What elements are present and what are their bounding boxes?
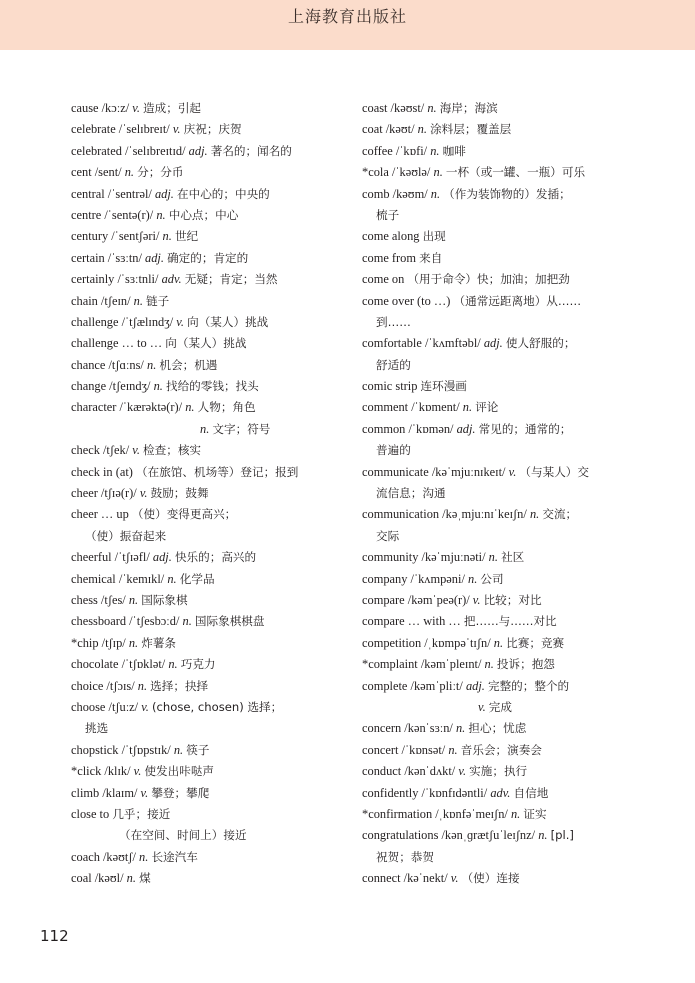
glossary-entry bbox=[71, 376, 361, 397]
definition: 祝贺；恭贺 bbox=[376, 849, 434, 864]
glossary-entry bbox=[362, 569, 652, 590]
headword: come along bbox=[362, 229, 420, 244]
part-of-speech: n. bbox=[468, 571, 478, 586]
part-of-speech: n. bbox=[156, 207, 166, 222]
headword: century /ˈsentʃəri/ bbox=[71, 229, 160, 244]
headword: concert /ˈkɒnsət/ bbox=[362, 742, 446, 757]
part-of-speech: v. bbox=[472, 592, 481, 607]
headword: chessboard /ˈtʃesbɔːd/ bbox=[71, 614, 180, 629]
part-of-speech: n. bbox=[430, 143, 440, 158]
glossary-entry bbox=[71, 248, 361, 269]
part-of-speech: n. bbox=[137, 678, 148, 693]
part-of-speech: v. bbox=[508, 464, 517, 479]
part-of-speech: n. bbox=[484, 657, 494, 672]
definition: （在旅馆、机场等）登记；报到 bbox=[136, 464, 299, 479]
headword: concern /kənˈsɜːn/ bbox=[362, 721, 453, 736]
glossary-continuation-line bbox=[362, 440, 652, 461]
glossary-entry bbox=[362, 226, 652, 247]
headword: communication /kəˌmjuːnɪˈkeɪʃn/ bbox=[362, 507, 527, 522]
glossary-entry bbox=[362, 611, 652, 632]
definition: 分；分币 bbox=[137, 165, 184, 180]
glossary-entry bbox=[362, 397, 652, 418]
glossary-entry bbox=[71, 569, 361, 590]
headword: challenge … to … bbox=[71, 336, 163, 351]
definition: 人物；角色 bbox=[197, 400, 256, 415]
definition: 公司 bbox=[480, 571, 504, 586]
part-of-speech: n. bbox=[124, 165, 134, 180]
glossary-entry bbox=[71, 462, 361, 483]
definition: （使）振奋起来 bbox=[85, 528, 167, 543]
definition: 证实 bbox=[523, 806, 547, 821]
glossary-entry bbox=[71, 804, 361, 825]
glossary-entry bbox=[362, 184, 652, 205]
glossary-entry bbox=[71, 205, 361, 226]
definition: （作为装饰物的）发插； bbox=[443, 186, 571, 201]
glossary-entry bbox=[71, 633, 361, 654]
headword: common /ˈkɒmən/ bbox=[362, 421, 454, 436]
part-of-speech: n. bbox=[133, 293, 143, 308]
part-of-speech: n. bbox=[126, 871, 136, 886]
part-of-speech: n. bbox=[182, 614, 192, 629]
part-of-speech: n. bbox=[128, 592, 139, 607]
definition: 常见的；通常的； bbox=[478, 421, 572, 436]
glossary-entry bbox=[71, 547, 361, 568]
definition: 无疑；肯定；当然 bbox=[184, 272, 278, 287]
definition: 机会；机遇 bbox=[159, 357, 218, 372]
glossary-entry bbox=[71, 119, 361, 140]
part-of-speech: v. bbox=[140, 785, 149, 800]
part-of-speech: v. bbox=[450, 871, 459, 886]
part-of-speech: v. bbox=[132, 443, 140, 458]
definition: （使）连接 bbox=[461, 871, 520, 886]
definition: 挑选 bbox=[85, 721, 109, 736]
glossary-entry bbox=[71, 226, 361, 247]
glossary-left-column bbox=[71, 98, 361, 889]
part-of-speech: n. bbox=[493, 635, 504, 650]
headword: check /tʃek/ bbox=[71, 443, 130, 458]
part-of-speech: n. bbox=[455, 721, 466, 736]
part-of-speech: n. bbox=[162, 229, 172, 244]
part-of-speech: v. bbox=[141, 699, 149, 714]
definition: 比较；对比 bbox=[483, 592, 542, 607]
part-of-speech: n. bbox=[167, 571, 177, 586]
glossary-entry bbox=[71, 676, 361, 697]
glossary-entry bbox=[71, 483, 361, 504]
part-of-speech: adv. bbox=[490, 785, 511, 800]
headword: *confirmation /ˌkɒnfəˈmeɪʃn/ bbox=[362, 806, 508, 821]
glossary-entry bbox=[362, 654, 652, 675]
definition: 化学品 bbox=[179, 571, 215, 586]
headword: cause /kɔːz/ bbox=[71, 101, 130, 115]
definition: 自信地 bbox=[513, 785, 549, 800]
glossary-entry bbox=[362, 633, 652, 654]
glossary-entry bbox=[71, 98, 361, 119]
headword: coach /kəʊtʃ/ bbox=[71, 849, 136, 864]
glossary-entry bbox=[362, 141, 652, 162]
definition: 检查；核实 bbox=[143, 443, 202, 458]
glossary-continuation-line bbox=[362, 847, 652, 868]
glossary-continuation-line bbox=[362, 205, 652, 226]
definition: 在中心的；中央的 bbox=[177, 186, 270, 201]
glossary-entry bbox=[71, 162, 361, 183]
part-of-speech: n. bbox=[427, 101, 437, 115]
glossary-entry bbox=[362, 248, 652, 269]
part-of-speech: adj. bbox=[154, 186, 174, 201]
definition: 中心点；中心 bbox=[168, 207, 239, 222]
definition: 投诉；抱怨 bbox=[496, 657, 555, 672]
glossary-entry bbox=[362, 868, 652, 889]
glossary-entry bbox=[71, 611, 361, 632]
headword: chemical /ˈkemɪkl/ bbox=[71, 571, 165, 586]
definition: 筷子 bbox=[186, 742, 210, 757]
headword: coffee /ˈkɒfi/ bbox=[362, 143, 428, 158]
glossary-entry bbox=[362, 547, 652, 568]
glossary-entry bbox=[362, 590, 652, 611]
glossary-entry bbox=[362, 376, 652, 397]
glossary-entry bbox=[71, 590, 361, 611]
part-of-speech: n. bbox=[462, 400, 473, 415]
definition: （与某人）交 bbox=[519, 464, 589, 479]
glossary-entry bbox=[71, 868, 361, 889]
definition: 庆祝；庆贺 bbox=[183, 122, 242, 137]
part-of-speech: adj. bbox=[188, 143, 208, 158]
headword: challenge /ˈtʃælɪndʒ/ bbox=[71, 314, 174, 329]
definition: （在空间、时间上）接近 bbox=[119, 828, 247, 843]
part-of-speech: n. bbox=[139, 849, 149, 864]
glossary-continuation-line bbox=[71, 825, 361, 846]
headword: celebrate /ˈselɪbreɪt/ bbox=[71, 122, 170, 137]
glossary-continuation-line bbox=[362, 526, 652, 547]
definition: 使发出咔哒声 bbox=[144, 764, 215, 779]
definition: 几乎；接近 bbox=[112, 806, 171, 821]
part-of-speech: n. bbox=[200, 421, 210, 436]
headword: competition /ˌkɒmpəˈtɪʃn/ bbox=[362, 635, 491, 650]
glossary-continuation-line bbox=[362, 355, 652, 376]
headword: community /kəˈmjuːnəti/ bbox=[362, 550, 486, 565]
headword: chess /tʃes/ bbox=[71, 592, 126, 607]
headword: central /ˈsentrəl/ bbox=[71, 186, 152, 201]
headword: complete /kəmˈpliːt/ bbox=[362, 678, 463, 693]
part-of-speech: v. bbox=[133, 764, 142, 779]
definition: 找给的零钱；找头 bbox=[165, 379, 259, 394]
glossary-entry bbox=[362, 504, 652, 525]
definition: 煤 bbox=[139, 871, 151, 886]
part-of-speech: adj. bbox=[152, 550, 172, 565]
glossary-right-column bbox=[362, 98, 652, 889]
definition: 交流； bbox=[542, 507, 578, 522]
definition: 著名的；闻名的 bbox=[210, 143, 292, 158]
definition: 造成；引起 bbox=[143, 101, 202, 115]
headword: choose /tʃuːz/ bbox=[71, 699, 139, 714]
headword: chain /tʃeɪn/ bbox=[71, 293, 131, 308]
headword: coast /kəʊst/ bbox=[362, 101, 425, 115]
headword: chocolate /ˈtʃɒklət/ bbox=[71, 657, 166, 672]
headword: *chip /tʃɪp/ bbox=[71, 635, 126, 650]
part-of-speech: n. bbox=[168, 657, 178, 672]
headword: compare /kəmˈpeə(r)/ bbox=[362, 592, 470, 607]
headword: coal /kəʊl/ bbox=[71, 871, 124, 886]
definition: 涂料层；覆盖层 bbox=[430, 122, 512, 137]
part-of-speech: v. bbox=[139, 486, 148, 501]
definition: 海岸；海滨 bbox=[439, 101, 498, 115]
headword: coat /kəʊt/ bbox=[362, 122, 415, 137]
headword: come on bbox=[362, 272, 405, 287]
headword: close to bbox=[71, 806, 110, 821]
definition: 一杯（或一罐、一瓶）可乐 bbox=[445, 165, 586, 180]
headword: comfortable /ˈkʌmftəbl/ bbox=[362, 336, 481, 351]
part-of-speech: n. bbox=[510, 806, 521, 821]
glossary-entry bbox=[71, 847, 361, 868]
glossary-entry bbox=[362, 269, 652, 290]
definition: 出现 bbox=[422, 229, 446, 244]
part-of-speech: n. bbox=[417, 122, 427, 137]
definition: 炸薯条 bbox=[141, 635, 177, 650]
definition: 文字；符号 bbox=[212, 421, 271, 436]
definition: 向（某人）挑战 bbox=[187, 314, 269, 329]
definition: 来自 bbox=[419, 250, 443, 265]
headword: *complaint /kəmˈpleɪnt/ bbox=[362, 657, 482, 672]
glossary-continuation-line bbox=[362, 697, 652, 718]
headword: cheer … up bbox=[71, 507, 129, 522]
part-of-speech: v. bbox=[172, 122, 181, 137]
page-number: 112 bbox=[40, 927, 69, 945]
headword: cheerful /ˈtʃɪəfl/ bbox=[71, 550, 150, 565]
glossary-entry bbox=[71, 291, 361, 312]
part-of-speech: adv. bbox=[161, 272, 182, 287]
glossary-entry bbox=[71, 312, 361, 333]
part-of-speech: n. bbox=[185, 400, 195, 415]
definition: [pl.] bbox=[550, 828, 574, 843]
definition: 梳子 bbox=[376, 207, 400, 222]
definition: 攀登；攀爬 bbox=[151, 785, 210, 800]
glossary-entry bbox=[71, 761, 361, 782]
headword: celebrated /ˈselɪbreɪtɪd/ bbox=[71, 143, 186, 158]
glossary-entry bbox=[71, 697, 361, 718]
definition: 世纪 bbox=[174, 229, 199, 244]
glossary-entry bbox=[362, 98, 652, 119]
headword: character /ˈkærəktə(r)/ bbox=[71, 400, 183, 415]
part-of-speech: adj. bbox=[465, 678, 485, 693]
definition: 比赛；竞赛 bbox=[506, 635, 565, 650]
definition: 鼓励；鼓舞 bbox=[150, 486, 209, 501]
glossary-entry bbox=[362, 162, 652, 183]
headword: comic strip bbox=[362, 379, 418, 394]
definition: 交际 bbox=[376, 528, 400, 543]
headword: company /ˈkʌmpəni/ bbox=[362, 571, 465, 586]
glossary-entry bbox=[71, 783, 361, 804]
definition: 舒适的 bbox=[376, 357, 411, 372]
headword: *cola /ˈkəʊlə/ bbox=[362, 165, 431, 180]
definition: 把……与……对比 bbox=[463, 614, 557, 629]
glossary-entry bbox=[362, 419, 652, 440]
definition: 选择；抉择 bbox=[150, 678, 209, 693]
definition: 长途汽车 bbox=[151, 849, 198, 864]
glossary-entry bbox=[71, 440, 361, 461]
page-header bbox=[0, 0, 695, 50]
definition: 快乐的；高兴的 bbox=[174, 550, 257, 565]
part-of-speech: n. bbox=[430, 186, 441, 201]
glossary-entry bbox=[362, 825, 652, 846]
glossary-continuation-line bbox=[362, 483, 652, 504]
definition: 使人舒服的； bbox=[505, 336, 576, 351]
headword: conduct /kənˈdʌkt/ bbox=[362, 764, 456, 779]
part-of-speech: adj. bbox=[456, 421, 476, 436]
definition: 巧克力 bbox=[180, 657, 216, 672]
definition: 流信息；沟通 bbox=[376, 486, 446, 501]
glossary-continuation-line bbox=[71, 718, 361, 739]
glossary-entry bbox=[71, 397, 361, 418]
glossary-entry bbox=[71, 184, 361, 205]
glossary-entry bbox=[71, 740, 361, 761]
headword: compare … with … bbox=[362, 614, 461, 629]
part-of-speech: v. bbox=[458, 764, 467, 779]
headword: come over (to …) bbox=[362, 293, 451, 308]
glossary-entry bbox=[362, 718, 652, 739]
part-of-speech: v. bbox=[176, 314, 184, 329]
part-of-speech: n. bbox=[448, 742, 458, 757]
glossary-entry bbox=[71, 504, 361, 525]
glossary-entry bbox=[71, 355, 361, 376]
headword: come from bbox=[362, 250, 417, 265]
glossary-entry bbox=[362, 676, 652, 697]
definition: 连环漫画 bbox=[420, 379, 467, 394]
part-of-speech: adj. bbox=[145, 250, 164, 265]
headword: communicate /kəˈmjuːnɪkeɪt/ bbox=[362, 464, 506, 479]
definition: （通常远距离地）从…… bbox=[453, 293, 582, 308]
headword: change /tʃeɪndʒ/ bbox=[71, 379, 151, 394]
headword: certainly /ˈsɜːtnli/ bbox=[71, 272, 159, 287]
part-of-speech: n. bbox=[128, 635, 139, 650]
glossary-entry bbox=[71, 269, 361, 290]
glossary-continuation-line bbox=[71, 419, 361, 440]
glossary-entry bbox=[362, 783, 652, 804]
headword: check in (at) bbox=[71, 464, 133, 479]
part-of-speech: n. bbox=[488, 550, 498, 565]
glossary-entry bbox=[71, 654, 361, 675]
glossary-entry bbox=[71, 141, 361, 162]
definition: 担心；忧虑 bbox=[468, 721, 527, 736]
definition: 社区 bbox=[501, 550, 525, 565]
definition: 咖啡 bbox=[442, 143, 466, 158]
glossary-entry bbox=[362, 804, 652, 825]
definition: 到…… bbox=[376, 314, 411, 329]
headword: congratulations /kənˌɡrætʃuˈleɪʃnz/ bbox=[362, 828, 536, 843]
part-of-speech: n. bbox=[433, 165, 443, 180]
definition: 向（某人）挑战 bbox=[165, 336, 247, 351]
part-of-speech: n. bbox=[173, 742, 184, 757]
glossary-entry bbox=[362, 740, 652, 761]
definition: 普遍的 bbox=[376, 443, 411, 458]
definition: 完整的；整个的 bbox=[487, 678, 570, 693]
definition: （用于命令）快；加油；加把劲 bbox=[407, 272, 570, 287]
headword: chance /tʃɑːns/ bbox=[71, 357, 144, 372]
glossary-entry bbox=[362, 119, 652, 140]
headword: cheer /tʃɪə(r)/ bbox=[71, 486, 137, 501]
headword: centre /ˈsentə(r)/ bbox=[71, 207, 154, 222]
part-of-speech: adj. bbox=[483, 336, 503, 351]
glossary-continuation-line bbox=[71, 526, 361, 547]
headword: chopstick /ˈtʃɒpstɪk/ bbox=[71, 742, 171, 757]
part-of-speech: n. bbox=[153, 379, 163, 394]
glossary-entry bbox=[71, 333, 361, 354]
definition: (chose, chosen) 选择； bbox=[152, 699, 283, 714]
headword: certain /ˈsɜːtn/ bbox=[71, 250, 142, 265]
glossary-entry bbox=[362, 291, 652, 312]
headword: *click /klɪk/ bbox=[71, 764, 131, 779]
definition: （使）变得更高兴； bbox=[131, 507, 237, 522]
publisher-title: 上海教育出版社 bbox=[287, 7, 407, 26]
part-of-speech: n. bbox=[529, 507, 540, 522]
definition: 国际象棋棋盘 bbox=[194, 614, 265, 629]
glossary-entry bbox=[362, 333, 652, 354]
headword: comment /ˈkɒment/ bbox=[362, 400, 460, 415]
glossary-entry bbox=[362, 761, 652, 782]
definition: 评论 bbox=[475, 400, 499, 415]
definition: 完成 bbox=[488, 699, 512, 714]
part-of-speech: v. bbox=[132, 101, 140, 115]
glossary-entry bbox=[362, 462, 652, 483]
definition: 音乐会；演奏会 bbox=[460, 742, 542, 757]
headword: climb /klaɪm/ bbox=[71, 785, 138, 800]
part-of-speech: n. bbox=[147, 357, 157, 372]
definition: 实施；执行 bbox=[469, 764, 528, 779]
headword: confidently /ˈkɒnfɪdəntli/ bbox=[362, 785, 488, 800]
part-of-speech: v. bbox=[478, 699, 486, 714]
headword: connect /kəˈnekt/ bbox=[362, 871, 448, 886]
definition: 国际象棋 bbox=[141, 592, 188, 607]
glossary-continuation-line bbox=[362, 312, 652, 333]
definition: 链子 bbox=[146, 293, 170, 308]
headword: cent /sent/ bbox=[71, 165, 122, 180]
definition: 确定的；肯定的 bbox=[167, 250, 249, 265]
headword: comb /kəʊm/ bbox=[362, 186, 428, 201]
part-of-speech: n. bbox=[538, 828, 548, 843]
headword: choice /tʃɔɪs/ bbox=[71, 678, 135, 693]
